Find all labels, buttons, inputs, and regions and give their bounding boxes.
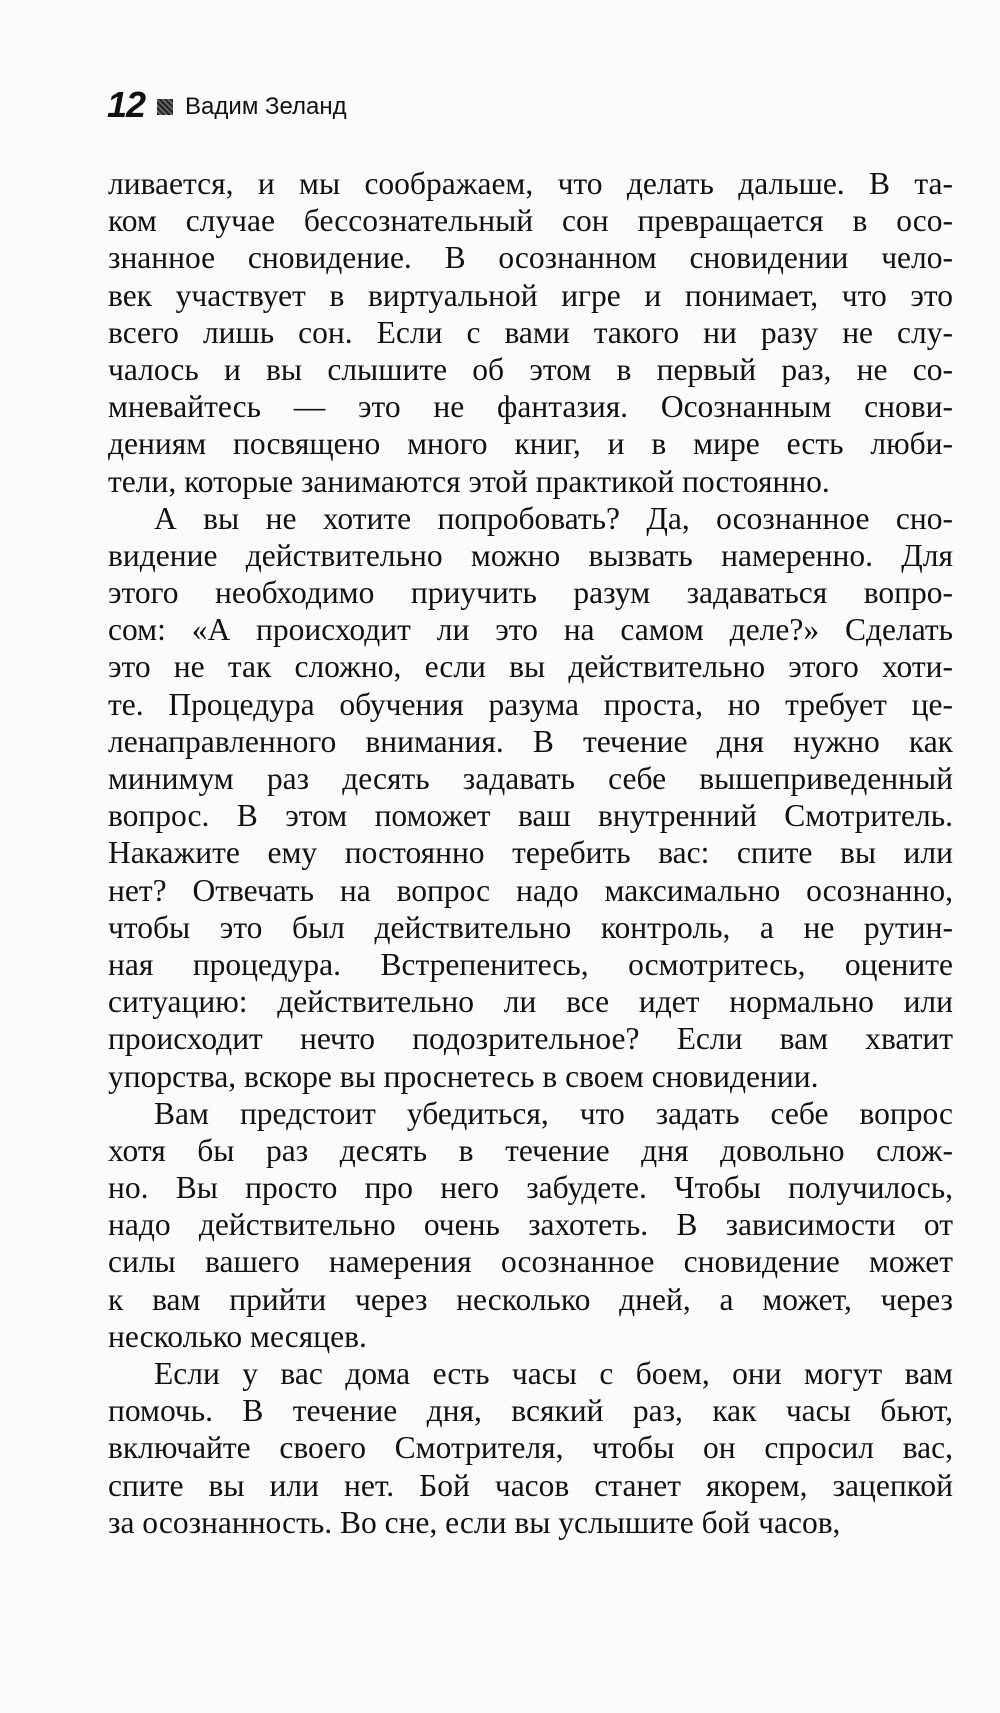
text-line: те. Процедура обучения разума проста, но требует це-	[108, 686, 953, 722]
paragraph	[108, 500, 953, 1095]
text-line: чалось и вы слышите об этом в первый раз, не со-	[108, 351, 953, 387]
text-line: ливается, и мы соображаем, что делать дальше. В та-	[108, 166, 953, 201]
text-line: этого необходимо приучить разум задаваться вопро-	[108, 575, 953, 611]
paragraph	[108, 1355, 953, 1541]
text-line: тели, которые занимаются этой практикой постоянно.	[108, 463, 830, 499]
text-line: но. Вы просто про него забудете. Чтобы получилось,	[108, 1170, 953, 1206]
paragraph	[108, 165, 953, 500]
text-line: А вы не хотите попробовать? Да, осознанное сно-	[154, 500, 953, 536]
text-line: это не так сложно, если вы действительно этого хоти-	[108, 649, 953, 685]
header-square-ornament	[157, 99, 173, 115]
text-line: Накажите ему постоянно теребить вас: спите вы или	[108, 835, 953, 871]
text-line: минимум раз десять задавать себе вышеприведенный	[108, 761, 953, 796]
text-line: знанное сновидение. В осознанном сновидении чело-	[108, 240, 953, 276]
author-name: Вадим Зеланд	[185, 93, 347, 120]
text-line: чтобы это был действительно контроль, а не рутин-	[108, 909, 953, 945]
text-line: вопрос. В этом поможет ваш внутренний Смотритель.	[108, 798, 953, 834]
text-line: Вам предстоит убедиться, что задать себе вопрос	[154, 1095, 953, 1131]
text-line: помочь. В течение дня, всякий раз, как часы бьют,	[108, 1393, 953, 1429]
text-line: происходит нечто подозрительное? Если вам хватит	[108, 1021, 953, 1057]
text-line: сом: «А происходит ли это на самом деле?» Сделать	[108, 612, 953, 648]
text-line: за осознанность. Во сне, если вы услышите бой часов,	[108, 1504, 841, 1540]
text-line: хотя бы раз десять в течение дня довольно слож-	[108, 1132, 953, 1168]
text-line: надо действительно очень захотеть. В зависимости от	[108, 1207, 953, 1243]
body-text	[108, 165, 953, 1541]
text-line: ленаправленного внимания. В течение дня нужно как	[108, 723, 953, 759]
paragraph	[108, 1095, 953, 1355]
text-line: нет? Отвечать на вопрос надо максимально осознанно,	[108, 872, 953, 908]
text-line: Если у вас дома есть часы с боем, они могут вам	[154, 1356, 953, 1391]
text-line: ситуацию: действительно ли все идет нормально или	[108, 984, 953, 1020]
text-line: к вам прийти через несколько дней, а может, через	[108, 1281, 953, 1317]
text-line: включайте своего Смотрителя, чтобы он спросил вас,	[108, 1430, 953, 1466]
text-line: видение действительно можно вызвать намеренно. Для	[108, 537, 953, 573]
text-line: век участвует в виртуальной игре и понимает, что это	[108, 277, 953, 313]
text-line: спите вы или нет. Бой часов станет якорем, зацепкой	[108, 1467, 953, 1503]
text-line: упорства, вскоре вы проснетесь в своем сновидении.	[108, 1058, 819, 1094]
page-number: 12	[107, 84, 146, 125]
text-line: несколько месяцев.	[108, 1318, 367, 1354]
text-line: всего лишь сон. Если с вами такого ни разу не слу-	[108, 314, 953, 350]
text-line: ная процедура. Встрепенитесь, осмотритесь, оцените	[108, 946, 953, 982]
running-header	[107, 82, 347, 128]
text-line: силы вашего намерения осознанное сновидение может	[108, 1244, 953, 1280]
text-line: ком случае бессознательный сон превращается в осо-	[108, 203, 953, 239]
text-line: мневайтесь — это не фантазия. Осознанным снови-	[108, 389, 953, 425]
text-line: дениям посвящено много книг, и в мире есть люби-	[108, 426, 953, 462]
